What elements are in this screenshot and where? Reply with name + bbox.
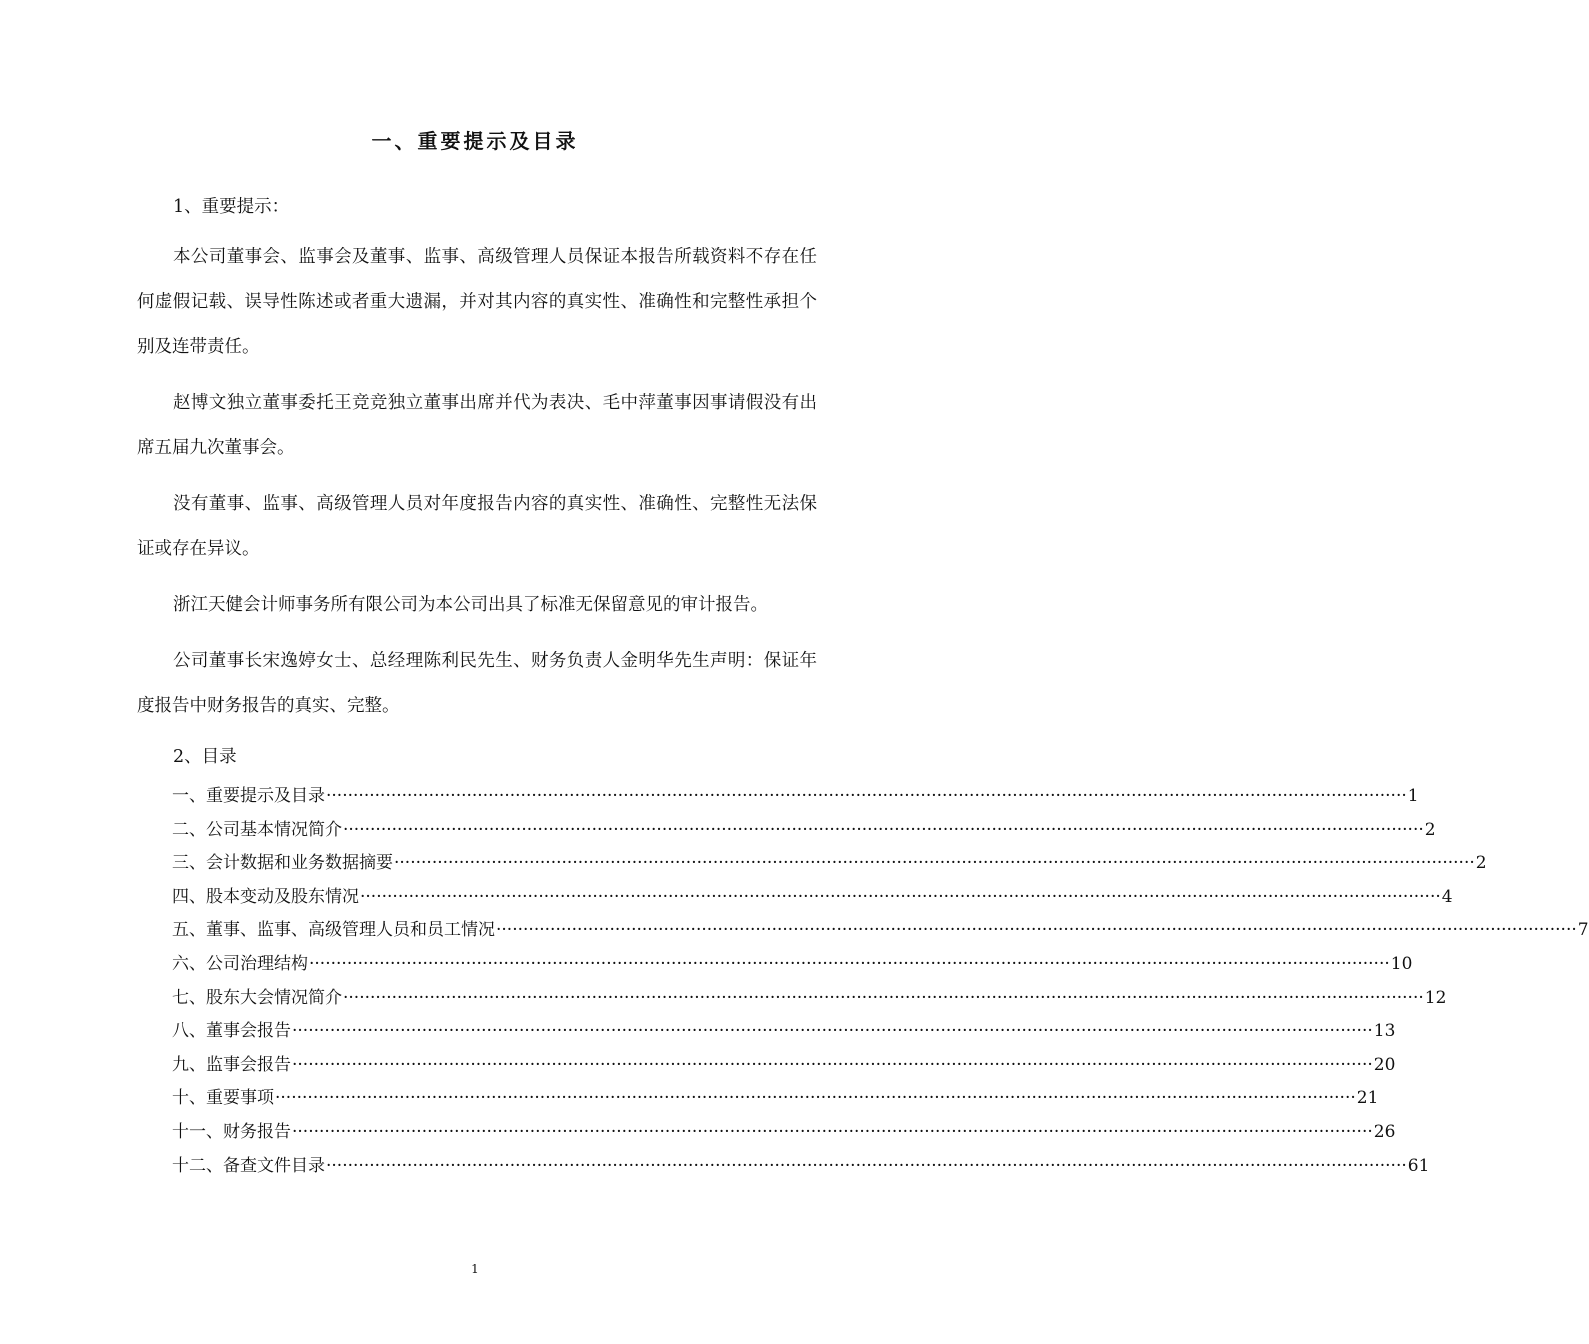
page-title: 一、重要提示及目录 [371,129,579,153]
toc-leader-dots: ········································································································································································································ [326,786,1407,806]
toc-entry[interactable] [172,982,1447,1016]
page-number: 1 [471,1262,479,1276]
toc-entry-page: 12 [1424,987,1447,1008]
toc-entry-label: 六、公司治理结构 [172,953,308,974]
toc-entry[interactable] [172,1015,1396,1049]
toc-entry-label: 十、重要事项 [172,1088,274,1109]
toc-leader-dots: ········································································································································································································ [360,886,1441,907]
toc-entry[interactable] [172,847,1487,881]
toc-entry-page: 4 [1441,886,1453,907]
toc-entry-page: 7 [1577,920,1589,941]
toc-entry-page: 13 [1373,1021,1396,1042]
notice-section [137,190,817,785]
toc-entry[interactable] [172,881,1453,915]
toc-entry-label: 十一、财务报告 [172,1121,291,1142]
toc-entry-page: 1 [1407,786,1419,806]
toc-entry-label: 八、董事会报告 [172,1021,291,1042]
toc-entry[interactable] [172,914,1589,948]
toc-leader-dots: ········································································································································································································ [292,1054,1373,1075]
notice-paragraph: 本公司董事会、监事会及董事、监事、高级管理人员保证本报告所载资料不存在任何虚假记载、误导性陈述或者重大遗漏，并对其内容的真实性、准确性和完整性承担个别及连带责任。 [137,247,817,357]
notice-paragraph: 公司董事长宋逸婷女士、总经理陈利民先生、财务负责人金明华先生声明：保证年度报告中财务报告的真实、完整。 [137,651,817,716]
toc-entry[interactable] [172,780,1419,814]
toc-leader-dots: ········································································································································································································ [309,953,1390,974]
toc-entry[interactable] [172,1082,1379,1116]
toc-entry[interactable] [172,948,1413,982]
toc-leader-dots: ········································································································································································································ [292,1121,1373,1142]
toc-entry-label: 一、重要提示及目录 [172,786,325,806]
table-of-contents [172,780,1589,1183]
toc-entry-page: 2 [1475,853,1487,874]
toc-leader-dots: ········································································································································································································ [394,853,1475,874]
toc-leader-dots: ········································································································································································································ [343,819,1424,840]
toc-leader-dots: ········································································································································································································ [496,920,1577,941]
notice-paragraph: 赵博文独立董事委托王竞竞独立董事出席并代为表决、毛中萍董事因事请假没有出席五届九次董事会。 [137,393,817,458]
toc-entry[interactable] [172,1116,1396,1150]
toc-entry[interactable] [172,1049,1396,1083]
toc-entry-label: 七、股东大会情况简介 [172,987,342,1008]
toc-entry-page: 21 [1356,1088,1379,1109]
toc-leader-dots: ········································································································································································································ [326,1155,1407,1176]
toc-entry-label: 四、股本变动及股东情况 [172,886,359,907]
toc-entry-label: 九、监事会报告 [172,1054,291,1075]
toc-entry-page: 26 [1373,1121,1396,1142]
toc-entry-label: 二、公司基本情况简介 [172,819,342,840]
toc-entry-page: 20 [1373,1054,1396,1075]
toc-entry[interactable] [172,814,1436,848]
notice-paragraph: 浙江天健会计师事务所有限公司为本公司出具了标准无保留意见的审计报告。 [173,595,768,615]
toc-heading: 2、目录 [173,747,237,767]
toc-entry-page: 2 [1424,819,1436,840]
toc-entry-label: 五、董事、监事、高级管理人员和员工情况 [172,920,495,941]
toc-leader-dots: ········································································································································································································ [292,1021,1373,1042]
toc-entry-label: 三、会计数据和业务数据摘要 [172,853,393,874]
toc-leader-dots: ········································································································································································································ [343,987,1424,1008]
toc-entry-page: 61 [1407,1155,1430,1176]
toc-leader-dots: ········································································································································································································ [275,1088,1356,1109]
notice-paragraph: 没有董事、监事、高级管理人员对年度报告内容的真实性、准确性、完整性无法保证或存在异议。 [137,494,817,559]
toc-entry-page: 10 [1390,953,1413,974]
notice-heading: 1、重要提示： [173,197,290,217]
toc-entry[interactable] [172,1150,1430,1184]
toc-entry-label: 十二、备查文件目录 [172,1155,325,1176]
